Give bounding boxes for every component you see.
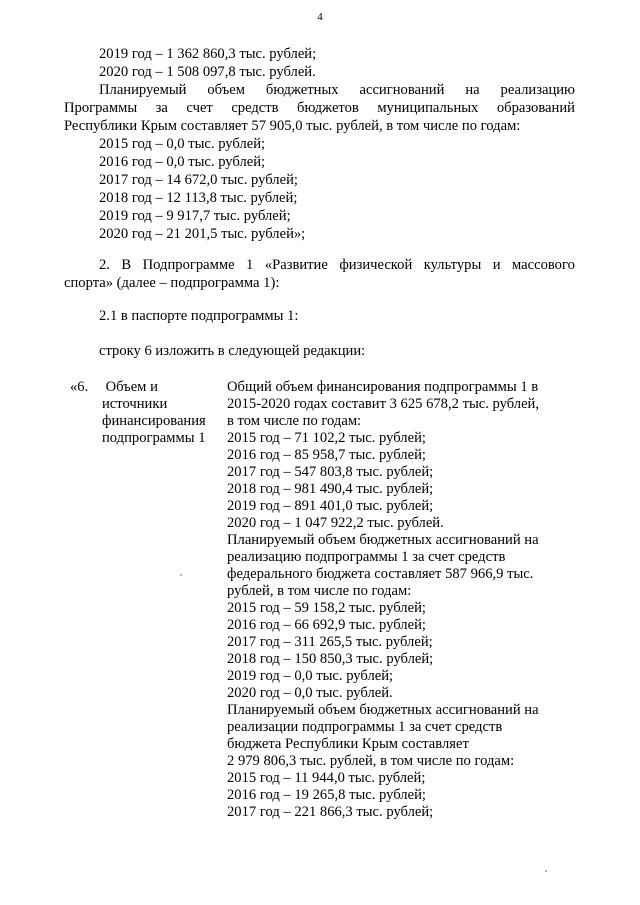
section-2-line-1: 2. В Подпрограмме 1 «Развитие физической культуры и массового <box>99 257 575 273</box>
municipal-paragraph-line-3: Республики Крым составляет 57 905,0 тыс. рублей, в том числе по годам: <box>64 118 521 134</box>
municipal-year-2017: 2017 год – 14 672,0 тыс. рублей; <box>99 172 298 188</box>
row-6-text-line-15: 2016 год – 66 692,9 тыс. рублей; <box>227 617 426 633</box>
row-6-text-line-21: реализации подпрограммы 1 за счет средств <box>227 719 503 735</box>
row-6-text-line-16: 2017 год – 311 265,5 тыс. рублей; <box>227 634 433 650</box>
municipal-year-2015: 2015 год – 0,0 тыс. рублей; <box>99 136 266 152</box>
row-6-text-line-14: 2015 год – 59 158,2 тыс. рублей; <box>227 600 426 616</box>
row-6-text-line-5: 2016 год – 85 958,7 тыс. рублей; <box>227 447 426 463</box>
row-6-text-line-6: 2017 год – 547 803,8 тыс. рублей; <box>227 464 434 480</box>
municipal-year-2019: 2019 год – 9 917,7 тыс. рублей; <box>99 208 291 224</box>
municipal-paragraph-line-1: Планируемый объем бюджетных ассигнований на реализацию <box>99 82 575 98</box>
row-6-text-line-13: рублей, в том числе по годам: <box>227 583 412 599</box>
row-6-text-line-25: 2016 год – 19 265,8 тыс. рублей; <box>227 787 426 803</box>
page-number: 4 <box>317 11 323 23</box>
municipal-year-2016: 2016 год – 0,0 тыс. рублей; <box>99 154 266 170</box>
municipal-year-2020: 2020 год – 21 201,5 тыс. рублей»; <box>99 226 306 242</box>
row-6-left-column: «6. Объем и источники финансирования подпрограммы 1 <box>70 379 206 446</box>
row-6-text-line-9: 2020 год – 1 047 922,2 тыс. рублей. <box>227 515 444 531</box>
section-2-line-2: спорта» (далее – подпрограмма 1): <box>64 275 280 291</box>
row-6-text-line-11: реализацию подпрограммы 1 за счет средств <box>227 549 506 565</box>
instruction-line: строку 6 изложить в следующей редакции: <box>99 343 366 359</box>
intro-year-2020: 2020 год – 1 508 097,8 тыс. рублей. <box>99 64 316 80</box>
row-6-text-line-26: 2017 год – 221 866,3 тыс. рублей; <box>227 804 434 820</box>
row-6-text-line-8: 2019 год – 891 401,0 тыс. рублей; <box>227 498 434 514</box>
row-6-text-line-24: 2015 год – 11 944,0 тыс. рублей; <box>227 770 426 786</box>
section-2-1: 2.1 в паспорте подпрограммы 1: <box>99 308 299 324</box>
scan-speck <box>545 870 547 872</box>
row-6-text-line-7: 2018 год – 981 490,4 тыс. рублей; <box>227 481 434 497</box>
row-6-text-line-22: бюджета Республики Крым составляет <box>227 736 469 752</box>
row-6-text-line-19: 2020 год – 0,0 тыс. рублей. <box>227 685 393 701</box>
intro-year-2019: 2019 год – 1 362 860,3 тыс. рублей; <box>99 46 317 62</box>
row-6-text-line-20: Планируемый объем бюджетных ассигнований на <box>227 702 539 718</box>
row-6-text-line-10: Планируемый объем бюджетных ассигнований на <box>227 532 539 548</box>
scan-speck <box>180 574 182 576</box>
row-6-label-line: «6. Объем и <box>70 379 158 395</box>
row-6-text-line-17: 2018 год – 150 850,3 тыс. рублей; <box>227 651 434 667</box>
row-6-text-line-23: 2 979 806,3 тыс. рублей, в том числе по годам: <box>227 753 515 769</box>
municipal-paragraph-line-2: Программы за счет средств бюджетов муниципальных образований <box>64 100 575 116</box>
row-6-text-line-4: 2015 год – 71 102,2 тыс. рублей; <box>227 430 426 446</box>
municipal-year-2018: 2018 год – 12 113,8 тыс. рублей; <box>99 190 298 206</box>
row-6-text-line-3: в том числе по годам: <box>227 413 362 429</box>
row-6-text-line-1: Общий объем финансирования подпрограммы 1 в <box>227 379 539 395</box>
row-6-text-line-18: 2019 год – 0,0 тыс. рублей; <box>227 668 394 684</box>
row-6-text-line-2: 2015-2020 годах составит 3 625 678,2 тыс. рублей, <box>227 396 540 412</box>
row-6-text-line-12: федерального бюджета составляет 587 966,9 тыс. <box>227 566 534 582</box>
